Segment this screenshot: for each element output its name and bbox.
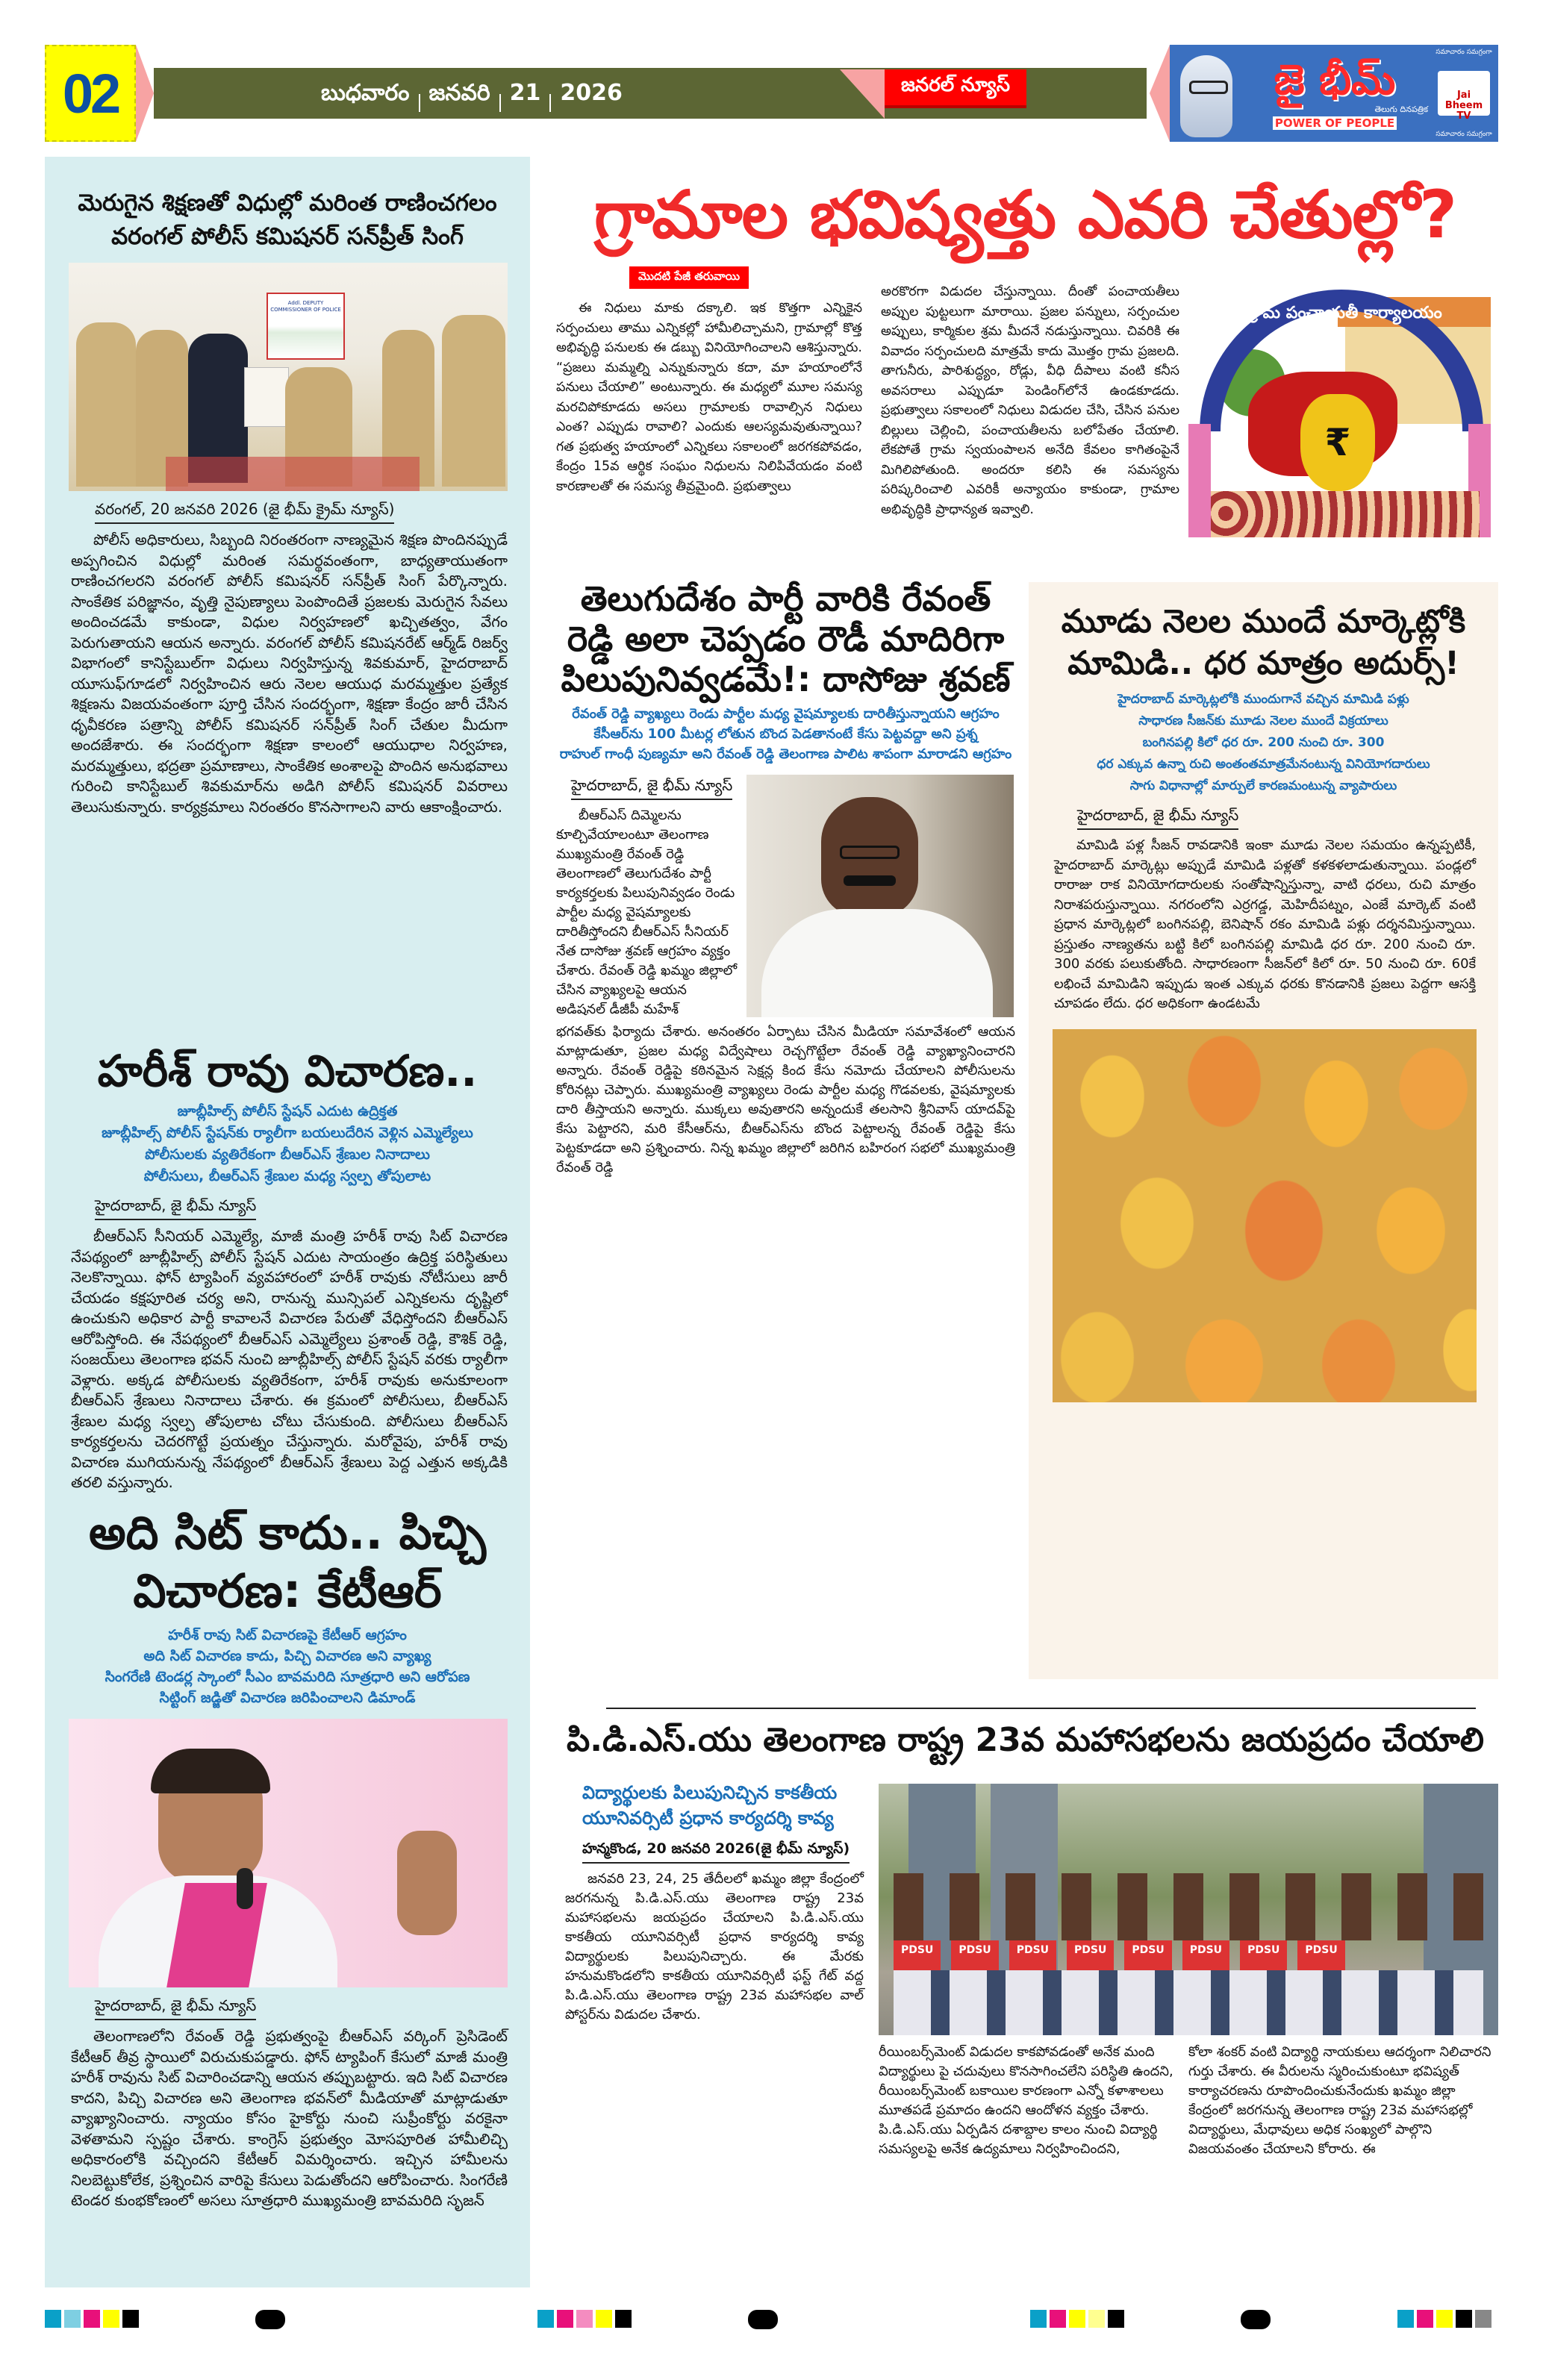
- logo-right-group: [1433, 48, 1495, 139]
- tv-logo: Jai Bheem TV: [1438, 71, 1490, 116]
- logo-text-group: [1241, 45, 1428, 142]
- logo-title: జై భీమ్: [1274, 56, 1396, 104]
- poster-label: PDSU: [951, 1940, 998, 1970]
- tdp-subheads: [556, 704, 1015, 764]
- mango-photo: [1053, 1029, 1477, 1402]
- poster-label: PDSU: [1297, 1940, 1344, 1970]
- subhead: సింగరేణి టెండర్ల స్కాంలో సీఎం బావమరిది సూత్రధారి అని ఆరోపణ: [105, 1669, 470, 1685]
- logo-top-text: సమాచారం సమగ్రంగా: [1436, 49, 1492, 56]
- poster-label: PDSU: [1182, 1940, 1229, 1970]
- pdsu-dateline: [582, 1838, 867, 1864]
- poster-label: PDSU: [1009, 1940, 1056, 1970]
- subhead: పోలీసులకు వ్యతిరేకంగా బీఆర్ఎస్ శ్రేణుల నినాదాలు: [145, 1146, 430, 1163]
- subhead: కేసీఆర్‌ను 100 మీటర్ల లోతున బొంద పెడతానంటే కేసు పెట్టవద్దా అని ప్రశ్న: [593, 726, 978, 742]
- subhead: ధర ఎక్కువ ఉన్నా రుచి అంతంతమాత్రమేనంటున్న వినియోగదారులు: [1097, 757, 1430, 772]
- ktr-photo: [69, 1719, 508, 1987]
- decorative-triangle: [136, 45, 154, 142]
- newspaper-logo: [1170, 45, 1498, 142]
- color-registration-bar: [1030, 2310, 1124, 2328]
- dasoju-sravan-photo: [746, 775, 1014, 1017]
- harish-headline: హరీశ్ రావు విచారణ..: [97, 1046, 478, 1096]
- harish-body: బీఆర్ఎస్ సీనియర్ ఎమ్మెల్యే, మాజీ మంత్రి హరీశ్ రావు సిట్ విచారణ నేపథ్యంలో జూబ్లీహిల్స్ పోలీస్ స్టేషన్ ఎదుట సాయంత్రం ఉద్రిక్త పరిస్థితులు నెలకొన్నాయి. ఫోన్ ట్యాపింగ్ వ్యవహారంలో హరీశ్ రావుకు నోటీసులు జారీ చేయడం కక్షపూరిత చర్య అని, రానున్న మున్సిపల్ ఎన్నికలను దృష్టిలో ఉంచుకుని అధికార పార్టీ కావాలనే విచారణ పేరుతో వేధిస్తోందని బీఆర్ఎస్ ఆరోపిస్తోంది. ఈ నేపథ్యంలో బీఆర్ఎస్ ఎమ్మెల్యేలు ప్రశాంత్ రెడ్డి, కౌశిక్ రెడ్డి, సంజయ్‌లు తెలంగాణ భవన్ నుంచి జూబ్లీహిల్స్ పోలీస్ స్టేషన్ వరకు ర్యాలీగా వెళ్లారు. అక్కడ పోలీసులకు వ్యతిరేకంగా, హరీశ్ రావుకు అనుకూలంగా బీఆర్ఎస్ శ్రేణులు నినాదాలు చేశారు. ఈ క్రమంలో పోలీసులు, బీఆర్ఎస్ శ్రేణుల మధ్య స్వల్ప తోపులాట చోటు చేసుకుంది. పోలీసులు బీఆర్ఎస్ కార్యకర్తలను చెదరగొట్టే ప్రయత్నం చేస్తున్నారు. మరోవైపు, హరీశ్ రావు విచారణ ముగియనున్న నేపథ్యంలో బీఆర్ఎస్ శ్రేణులు పెద్ద ఎత్తున అక్కడికి తరలి వస్తున్నారు.: [71, 1227, 508, 1491]
- dateline-text: హైదరాబాద్, జై భీమ్ న్యూస్: [95, 1995, 256, 2020]
- ktr-story: [52, 1504, 523, 2284]
- pdsu-left-column: [565, 1780, 867, 2284]
- lead-column-1: ఈ నిధులు మాకు దక్కాలి. ఇక కొత్తగా ఎన్నికైన సర్పంచులు తాము ఎన్నికల్లో హామీలిచ్చామని, గ్రామాల్లో కొత్త అభివృద్ధి పనులకు ఈ డబ్బు వినియోగించాలని ఆశిస్తున్నారు. “ప్రజలు మమ్మల్ని ఎన్నుకున్నారు కదా, మా హయాంలోనే పనులు చేయాలి” అంటున్నారు. ఈ మధ్యలో మూల సమస్య మరచిపోకూడదు అసలు గ్రామాలకు రావాల్సిన నిధులు ఎంత? ఎప్పుడు రావాలి? ఎందుకు ఆలస్యమవుతున్నాయి? గత ప్రభుత్వ హయాంలో ఎన్నికలు సకాలంలో జరగకపోవడం, కేంద్రం 15వ ఆర్థిక సంఘం నిధులను నిలిపివేయడం వంటి కారణాలతో ఈ సమస్య తీవ్రమైంది. ప్రభుత్వాలు: [556, 301, 862, 494]
- lead-headline: గ్రామాల భవిష్యత్తు ఎవరి చేతుల్లో?: [593, 176, 1457, 253]
- pdsu-photo: [879, 1784, 1498, 2035]
- panchayat-illustration: [1188, 282, 1491, 537]
- pdsu-headline: పి.డి.ఎస్.యు తెలంగాణ రాష్ట్ర 23వ మహాసభలను జయప్రదం చేయాలి: [566, 1721, 1485, 1759]
- subhead: హైదరాబాద్ మార్కెట్లలోకి ముందుగానే వచ్చిన మామిడి పళ్లు: [1117, 692, 1409, 707]
- police-body: పోలీస్ అధికారులు, సిబ్బంది నిరంతరంగా నాణ్యమైన శిక్షణ పొందినప్పుడే అప్పగించిన విధుల్లో మరింత సమర్థవంతంగా, బాధ్యతాయుతంగా రాణించగలరని వరంగల్ పోలీస్ కమిషనర్ సన్‌ప్రీత్ సింగ్ పేర్కొన్నారు. సాంకేతిక పరిజ్ఞానం, వృత్తి నైపుణ్యాలు పెంపొందితే ప్రజలకు మెరుగైన సేవలు అందించడమే కాకుండా, విధుల నిర్వహణలో ఖచ్చితత్వం, వేగం పెరుగుతాయని ఆయన అన్నారు. వరంగల్ పోలీస్ కమిషనరేట్ ఆర్మ్‌డ్ రిజర్వ్ విభాగంలో కానిస్టేబుల్‌గా విధులు నిర్వహిస్తున్న శివకుమార్, హైదరాబాద్ యూసుఫ్‌గూడలో నిర్వహించిన ఆరు నెలల ఆయుధ మరమ్మత్తుల ప్రత్యేక శిక్షణను విజయవంతంగా పూర్తి చేసిన సందర్భంగా, శిక్షణా కేంద్రం జారీ చేసిన ధృవీకరణ పత్రాన్ని పోలీస్ కమిషనర్ సన్‌ప్రీత్ సింగ్ చేతుల మీదుగా అందజేశారు. ఈ సందర్భంగా శిక్షణా కాలంలో ఆయుధాల నిర్వహణ, మరమ్మత్తులు, భద్రతా ప్రమాణాలు, సాంకేతిక అంశాలపై పొందిన అనుభవాలు గురించి కానిస్టేబుల్ శివకుమార్‌ను అడిగి పోలీస్ కమిషనర్ వివరాలు తెలుసుకున్నారు. కార్యక్రమాలు నిరంతరం కొనసాగాలని వారు ఆకాంక్షించారు.: [71, 531, 508, 816]
- subhead: పోలీసులు, బీఆర్ఎస్ శ్రేణుల మధ్య స్వల్ప తోపులాట: [143, 1168, 431, 1184]
- posters: [894, 1940, 1483, 1970]
- subhead: సాగు విధానాల్లో మార్పులే కారణమంటున్న వ్యాపారులు: [1129, 778, 1397, 793]
- pdsu-column-3: కోలా శంకర్ వంటి విద్యార్థి నాయకులు ఆదర్శంగా నిలిచారని గుర్తు చేశారు. ఈ వీరులను స్మరించుకుంటూ భవిష్యత్ కార్యాచరణను రూపొందించుకునేందుకు ఖమ్మం జిల్లా కేంద్రంలో జరగనున్న తెలంగాణ రాష్ట్ర 23వ మహాసభల్లో విద్యార్థులు, మేధావులు అధిక సంఖ్యలో పాల్గొని విజయవంతం చేయాలని కోరారు. ఈ: [1188, 2044, 1491, 2157]
- logo-tagline: POWER OF PEOPLE: [1273, 116, 1397, 130]
- subhead: జూబ్లీహిల్స్ పోలీస్ స్టేషన్‌కు ర్యాలీగా బయలుదేరిన వెళ్లిన ఎమ్మెల్యేలు: [102, 1125, 473, 1141]
- dateline-text: హైదరాబాద్, జై భీమ్ న్యూస్: [95, 1195, 256, 1220]
- subhead: జూబ్లీహిల్స్ పోలీస్ స్టేషన్ ఎదుట ఉద్రిక్తత: [177, 1103, 398, 1119]
- divider: [606, 1708, 1476, 1709]
- tdp-side-column: [556, 775, 739, 1019]
- poster-label: PDSU: [1067, 1940, 1114, 1970]
- section-label: జనరల్ న్యూస్: [885, 69, 1026, 105]
- mango-body: మామిడి పళ్ల సీజన్ రావడానికి ఇంకా మూడు నెలల సమయం ఉన్నప్పటికీ, హైదరాబాద్ మార్కెట్లు అప్పుడే మామిడి పళ్లతో కళకళలాడుతున్నాయి. పండ్లలో రారాజు రాక వినియోగదారులకు సంతోషాన్నిస్తున్నా, వాటి ధరలు, రుచి మాత్రం నిరాశపరుస్తున్నాయి. నగరంలోని ఎర్రగడ్డ, మెహిదీపట్నం, ఎంజే మార్కెట్ వంటి ప్రధాన మార్కెట్లలో బంగినపల్లి, బెనిషాన్ రకం మామిడి పళ్లు దర్శనమిస్తున్నాయి. ప్రస్తుతం నాణ్యతను బట్టి కిలో బంగినపల్లి మామిడి ధర రూ. 200 నుంచి రూ. 300 వరకు పలుకుతోంది. సాధారణంగా సీజన్‌లో కిలో రూ. 50 నుంచి రూ. 60కే లభించే మామిడిని ఇప్పుడు ఇంత ఎక్కువ ధరకు కొనడానికి ప్రజలు పెద్దగా ఆసక్తి చూపడం లేదు. ధర అధికంగా ఉండటమే: [1054, 837, 1476, 1011]
- ktr-headline-line1: అది సిట్ కాదు.. పిచ్చి: [88, 1505, 487, 1560]
- registration-mark: [255, 2310, 285, 2329]
- harish-subheads: [52, 1101, 523, 1187]
- issue-day: బుధవారం: [321, 80, 410, 106]
- color-registration-bar: [45, 2310, 139, 2328]
- tdp-body-side: బీఆర్ఎస్ దిమ్మెలను కూల్చివేయాలంటూ తెలంగాణ ముఖ్యమంత్రి రేవంత్ రెడ్డి తెలంగాణలో తెలుగుదేశం పార్టీ కార్యకర్తలకు పిలుపునివ్వడం రెండు పార్టీల మధ్య వైషమ్యాలకు దారితీస్తోందని బీఆర్ఎస్ సీనియర్ నేత దాసోజు శ్రవణ్ ఆగ్రహం వ్యక్తం చేశారు. రేవంత్ రెడ్డి ఖమ్మం జిల్లాలో చేసిన వ్యాఖ్యలపై ఆయన అడిషనల్ డీజీపీ మహేశ్: [556, 808, 738, 1017]
- tdp-dateline: [571, 775, 739, 800]
- lead-column-2: అరకొరగా విడుదల చేస్తున్నాయి. దీంతో పంచాయతీలు అప్పుల పుట్టలుగా మారాయి. ప్రజల పన్నులు, సర్పంచుల అప్పులు, కార్మికుల శ్రమ మీదనే నడుస్తున్నాయి. చివరికి ఈ వివాదం సర్పంచులది మాత్రమే కాదు మొత్తం గ్రామ ప్రజలది. తాగునీరు, పారిశుద్ధ్యం, రోడ్లు, వీధి దీపాలు వంటి కనీస అవసరాలు ఎప్పుడూ పెండింగ్‌లోనే ఉండకూడదు. ప్రభుత్వాలు సకాలంలో నిధులు విడుదల చేసి, చేసిన పనుల బిల్లులు చెల్లించి, పంచాయతీలను బలోపేతం చేయాలి. లేకపోతే గ్రామ స్వయంపాలన అనేది కేవలం కాగితంపైనే మిగిలిపోతుంది. అందరూ కలిసి ఈ సమస్యను పరిష్కరించాలి ఎవరికీ అన్యాయం కాకుండా, గ్రామాల అభివృద్ధికి ప్రాధాన్యత ఇవ్వాలి.: [881, 284, 1179, 517]
- police-headline-line1: మెరుగైన శిక్షణతో విధుల్లో మరింత రాణించగలం: [78, 190, 497, 216]
- poster-label: PDSU: [1240, 1940, 1287, 1970]
- dateline-text: హైదరాబాద్, జై భీమ్ న్యూస్: [571, 775, 732, 800]
- tdp-body-main: భగవత్‌కు ఫిర్యాదు చేశారు. అనంతరం ఏర్పాటు చేసిన మీడియా సమావేశంలో ఆయన మాట్లాడుతూ, ప్రజల మధ్య విద్వేషాలు రెచ్చగొట్టేలా రేవంత్ రెడ్డి వ్యాఖ్యానించారని అన్నారు. రేవంత్ రెడ్డిపై కఠినమైన సెక్షన్ల కింద కేసు నమోదు చేయాలని పోలీసులను కోరినట్లు చెప్పారు. ముఖ్యమంత్రి వ్యాఖ్యలు రెండు పార్టీల మధ్య గొడవలకు, వైషమ్యాలకు దారి తీస్తాయని అన్నారు. ముక్కలు అవుతారని అన్నందుకే తలసాని శ్రీనివాస్ యాదవ్‌పై కేసు పెట్టారని, మరి కేసీఆర్‌ను, బీఆర్ఎస్‌ను బొంద పెట్టాలన్న రేవంత్ రెడ్డిపై కేసు పెట్టకూడదా అని ప్రశ్నించారు. నిన్న ఖమ్మం జిల్లాలో జరిగిన బహిరంగ సభలో ముఖ్యమంత్రి రేవంత్ రెడ్డి: [556, 1024, 1015, 1175]
- ktr-dateline: [95, 1995, 523, 2020]
- poster-label: PDSU: [894, 1940, 941, 1970]
- police-headline-line2: వరంగల్ పోలీస్ కమిషనర్ సన్‌ప్రీత్ సింగ్: [111, 223, 464, 250]
- poster-label: PDSU: [1124, 1940, 1171, 1970]
- portrait-icon: [1180, 55, 1232, 137]
- issue-date-number: 21: [509, 80, 541, 106]
- issue-month: జనవరి: [428, 80, 490, 106]
- subhead: సాధారణ సీజన్‌కు మూడు నెలల ముందే విక్రయాలు: [1138, 713, 1388, 728]
- tdp-story: [556, 578, 1015, 1694]
- harish-story: [52, 1041, 523, 1496]
- pdsu-column-2: రీయింబర్స్‌మెంట్ విడుదల కాకపోవడంతో అనేక మంది విద్యార్థులు పై చదువులు కొనసాగించలేని పరిస్థితి ఉందని, రీయింబర్స్‌మెంట్ బకాయిల కారణంగా ఎన్నో కళాశాలలు మూతపడే ప్రమాదం ఉందని ఆందోళన వ్యక్తం చేశారు. పి.డి.ఎస్.యు ఏర్పడిన దశాబ్దాల కాలం నుంచి విద్యార్థి సమస్యలపై అనేక ఉద్యమాలు నిర్వహించిందని,: [879, 2044, 1173, 2157]
- tdp-headline: తెలుగుదేశం పార్టీ వారికి రేవంత్ రెడ్డి అలా చెప్పడం రౌడీ మాదిరిగా పిలుపునివ్వడమే!: దాసోజు శ్రవణ్: [561, 578, 1011, 699]
- dateline-text: హైదరాబాద్, జై భీమ్ న్యూస్: [1077, 805, 1238, 830]
- ktr-headline: [52, 1504, 523, 1620]
- harish-dateline: [95, 1195, 523, 1220]
- pdsu-column-1: జనవరి 23, 24, 25 తేదీలలో ఖమ్మం జిల్లా కేంద్రంలో జరగనున్న పి.డి.ఎస్.యు తెలంగాణ రాష్ట్ర 23వ మహాసభలను జయప్రదం చేయాలని పి.డి.ఎస్.యు కాకతీయ యూనివర్సిటీ ప్రధాన కార్యదర్శి కావ్య విద్యార్థులకు పిలుపునిచ్చారు. ఈ మేరకు హనుమకొండలోని కాకతీయ యూనివర్సిటీ ఫస్ట్ గేట్ వద్ద పి.డి.ఎస్.యు తెలంగాణ రాష్ట్ర 23వ మహాసభల వాల్ పోస్టర్‌ను విడుదల చేశారు.: [565, 1871, 864, 2023]
- mango-dateline: [1077, 805, 1489, 830]
- mango-story: [1038, 601, 1489, 1672]
- pdsu-subhead: విద్యార్థులకు పిలుపునిచ్చిన కాకతీయ యూనివర్సిటీ ప్రధాన కార్యదర్శి కావ్య: [582, 1782, 838, 1828]
- color-registration-bar: [537, 2310, 632, 2328]
- registration-mark: [748, 2310, 778, 2329]
- decorative-triangle: [840, 69, 885, 119]
- ktr-subheads: [52, 1625, 523, 1708]
- logo-subtitle: తెలుగు దినపత్రిక: [1374, 104, 1428, 114]
- police-dateline: [95, 499, 523, 524]
- ktr-headline-line2: విచారణ: కేటీఆర్: [133, 1564, 442, 1618]
- subhead: రేవంత్ రెడ్డి వ్యాఖ్యలు రెండు పార్టీల మధ్య వైషమ్యాలకు దారితీస్తున్నాయని ఆగ్రహం: [572, 706, 1000, 722]
- logo-bottom-text: సమాచారం సమగ్రంగా: [1436, 131, 1492, 138]
- mango-subheads: [1038, 689, 1489, 797]
- subhead: రాహుల్ గాంధీ పుణ్యమా అని రేవంత్ రెడ్డి తెలంగాణ పాలిట శాపంగా మారాడని ఆగ్రహం: [559, 746, 1012, 762]
- police-photo: [69, 263, 508, 491]
- police-story: [52, 187, 523, 1034]
- registration-mark: [1241, 2310, 1271, 2329]
- page-number: 02: [45, 45, 136, 142]
- ktr-body: తెలంగాణలోని రేవంత్ రెడ్డి ప్రభుత్వంపై బీఆర్ఎస్ వర్కింగ్ ప్రెసిడెంట్ కేటీఆర్ తీవ్ర స్థాయిలో విరుచుకుపడ్డారు. ఫోన్ ట్యాపింగ్ కేసులో మాజీ మంత్రి హరీశ్ రావును సిట్ విచారించడాన్ని ఆయన తప్పుబట్టారు. ఇది సిట్ విచారణ కాదని, పిచ్చి విచారణ అని తెలంగాణ భవన్‌లో మీడియాతో మాట్లాడుతూ వ్యాఖ్యానించారు. న్యాయం కోసం హైకోర్టు నుంచి సుప్రీంకోర్టు వరకైనా వెళతామని స్పష్టం చేశారు. కాంగ్రెస్ ప్రభుత్వం మోసపూరిత హామీలిచ్చి అధికారంలోకి వచ్చిందని కేటీఆర్ విమర్శించారు. ఇచ్చిన హామీలను నిలబెట్టుకోలేక, ప్రశ్నించిన వారిపై కేసులు పెడుతోందని ఆరోపించారు. సింగరేణి టెండర కుంభకోణంలో అసలు సూత్రధారి ముఖ్యమంత్రి బావమరిది సృజన్: [71, 2027, 508, 2209]
- subhead: బంగినపల్లి కిలో ధర రూ. 200 నుంచి రూ. 300: [1142, 735, 1385, 750]
- subhead: అది సిట్ విచారణ కాదు, పిచ్చి విచారణ అని వ్యాఖ్య: [143, 1648, 431, 1664]
- rupee-icon: ₹: [1300, 394, 1375, 491]
- dateline-text: వరంగల్, 20 జనవరి 2026 (జై భీమ్ క్రైమ్ న్యూస్): [95, 499, 394, 524]
- illustration-text: గ్రామ పంచాయతీ కార్యాలయం: [1248, 304, 1442, 322]
- issue-year: 2026: [560, 80, 623, 106]
- color-registration-bar: [1397, 2310, 1491, 2328]
- mango-headline: మూడు నెలల ముందే మార్కెట్లోకి మామిడి.. ధర మాత్రం అదుర్స్!: [1061, 603, 1466, 682]
- continued-tag: మొదటి పేజీ తరువాయి: [629, 266, 749, 289]
- subhead: సిట్టింగ్ జడ్జితో విచారణ జరిపించాలని డిమాండ్: [159, 1690, 416, 1706]
- photo-sign: Addl. DEPUTY COMMISSIONER OF POLICE: [266, 293, 345, 360]
- police-headline: [52, 187, 523, 254]
- tdp-side-row: [556, 775, 1015, 1019]
- issue-date: [321, 75, 623, 112]
- decorative-triangle: [1150, 45, 1170, 142]
- subhead: హరీశ్ రావు సిట్ విచారణపై కేటీఆర్ ఆగ్రహం: [168, 1627, 407, 1643]
- dateline-text: హన్మకొండ, 20 జనవరి 2026(జై భీమ్ న్యూస్): [582, 1838, 850, 1864]
